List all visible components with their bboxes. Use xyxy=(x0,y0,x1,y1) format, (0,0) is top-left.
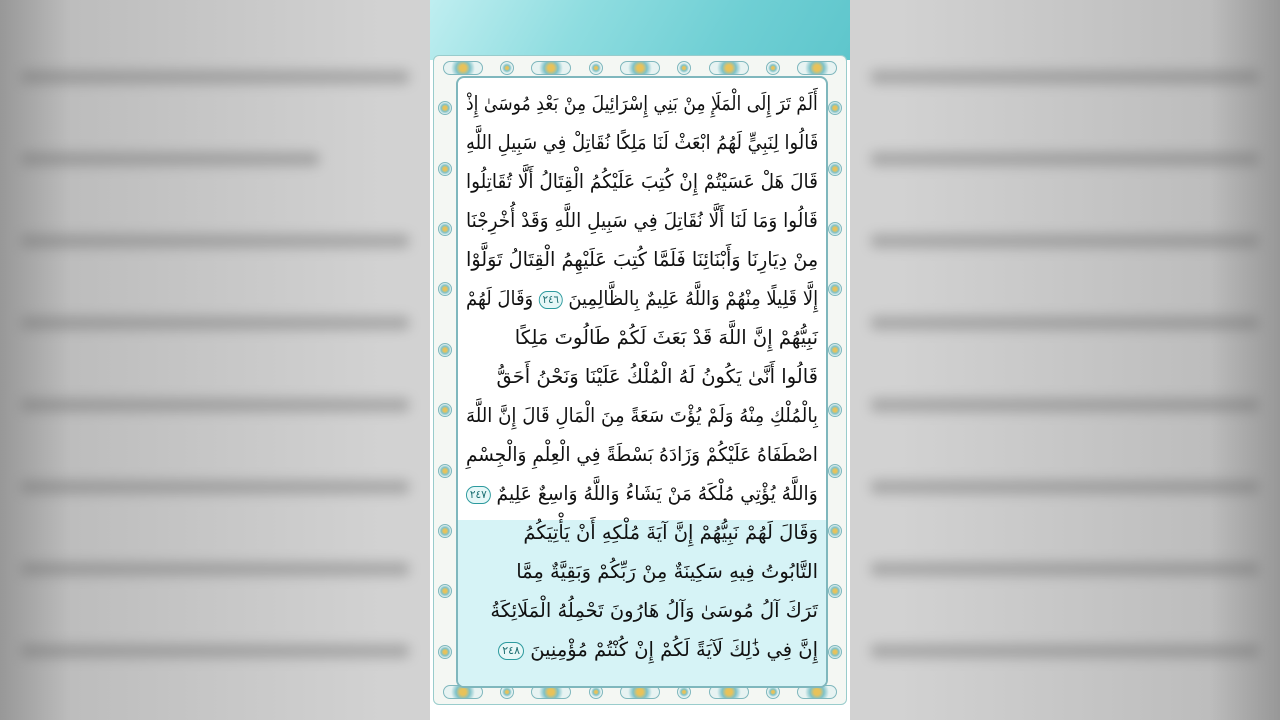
verse-text: قَالُوا أَنَّىٰ يَكُونُ لَهُ الْمُلْكُ عَلَيْنَا وَنَحْنُ أَحَقُّ xyxy=(496,365,818,388)
verse-text: اصْطَفَاهُ عَلَيْكُمْ وَزَادَهُ بَسْطَةً فِي الْعِلْمِ وَالْجِسْمِ xyxy=(466,443,818,466)
blurred-text-band xyxy=(870,562,1260,576)
blurred-text-band xyxy=(20,70,410,84)
text-line xyxy=(466,474,818,513)
verse-text: بِالْمُلْكِ مِنْهُ وَلَمْ يُؤْتَ سَعَةً مِنَ الْمَالِ قَالَ إِنَّ اللَّهَ xyxy=(466,404,818,427)
verse-number-246[interactable]: ٢٤٦ xyxy=(539,291,563,309)
right-shade xyxy=(1210,0,1280,720)
header-gradient xyxy=(430,0,850,60)
text-line xyxy=(466,201,818,240)
verse-text: مِنْ دِيَارِنَا وَأَبْنَائِنَا فَلَمَّا كُتِبَ عَلَيْهِمُ الْقِتَالُ تَوَلَّوْا xyxy=(465,248,818,271)
verse-text: قَالُوا لِنَبِيٍّ لَهُمُ ابْعَثْ لَنَا مَلِكًا نُقَاتِلْ فِي سَبِيلِ اللَّهِ xyxy=(465,131,818,154)
left-shade xyxy=(0,0,70,720)
text-line xyxy=(466,630,818,669)
text-line xyxy=(466,396,818,435)
quran-page-panel xyxy=(430,0,850,720)
verse-text: وَقَالَ لَهُمْ xyxy=(465,287,534,310)
blurred-text-band xyxy=(870,644,1260,658)
right-ornament xyxy=(826,78,844,682)
text-line xyxy=(466,318,818,357)
verse-text: نَبِيُّهُمْ إِنَّ اللَّهَ قَدْ بَعَثَ لَكُمْ طَالُوتَ مَلِكًا xyxy=(514,326,818,349)
verse-number-247[interactable]: ٢٤٧ xyxy=(466,486,491,504)
verse-text: أَلَمْ تَرَ إِلَى الْمَلَإِ مِنْ بَنِي إِسْرَائِيلَ مِنْ بَعْدِ مُوسَىٰ إِذْ xyxy=(466,92,818,115)
verse-text: التَّابُوتُ فِيهِ سَكِينَةٌ مِنْ رَبِّكُمْ وَبَقِيَّةٌ مِمَّا xyxy=(516,560,818,583)
verse-text: تَرَكَ آلُ مُوسَىٰ وَآلُ هَارُونَ تَحْمِلُهُ الْمَلَائِكَةُ xyxy=(490,599,818,622)
verse-text: وَاللَّهُ يُؤْتِي مُلْكَهُ مَنْ يَشَاءُ وَاللَّهُ وَاسِعٌ عَلِيمٌ xyxy=(496,482,818,505)
text-line xyxy=(466,123,818,162)
verse-text: إِلَّا قَلِيلًا مِنْهُمْ وَاللَّهُ عَلِيمٌ بِالظَّالِمِينَ xyxy=(568,287,818,310)
line-group xyxy=(466,279,818,318)
text-line xyxy=(466,279,818,318)
text-line xyxy=(466,591,818,630)
text-line xyxy=(466,162,818,201)
line-group xyxy=(466,474,818,513)
line-group xyxy=(498,630,818,669)
text-line xyxy=(466,552,818,591)
blurred-text-band xyxy=(20,480,410,494)
blurred-text-band xyxy=(20,398,410,412)
verse-text: وَقَالَ لَهُمْ نَبِيُّهُمْ إِنَّ آيَةَ مُلْكِهِ أَنْ يَأْتِيَكُمُ xyxy=(523,521,818,544)
blurred-text-band xyxy=(870,152,1260,166)
top-ornament xyxy=(434,58,846,78)
blurred-text-band xyxy=(870,398,1260,412)
text-line xyxy=(466,84,818,123)
text-line xyxy=(466,357,818,396)
text-line xyxy=(466,240,818,279)
text-line xyxy=(466,435,818,474)
blurred-text-band xyxy=(870,234,1260,248)
blurred-text-band xyxy=(20,562,410,576)
blurred-text-band xyxy=(20,644,410,658)
verse-text: قَالَ هَلْ عَسَيْتُمْ إِنْ كُتِبَ عَلَيْكُمُ الْقِتَالُ أَلَّا تُقَاتِلُوا xyxy=(466,170,818,193)
blurred-text-band xyxy=(870,70,1260,84)
ornamental-frame xyxy=(433,55,847,705)
verse-number-248[interactable]: ٢٤٨ xyxy=(498,642,524,660)
blurred-text-band xyxy=(20,316,410,330)
blurred-text-band xyxy=(870,480,1260,494)
verse-text: إِنَّ فِي ذَٰلِكَ لَآيَةً لَكُمْ إِنْ كُنْتُمْ مُؤْمِنِينَ xyxy=(530,638,818,661)
verse-text: قَالُوا وَمَا لَنَا أَلَّا نُقَاتِلَ فِي سَبِيلِ اللَّهِ وَقَدْ أُخْرِجْنَا xyxy=(466,209,818,232)
blurred-text-band xyxy=(20,234,410,248)
left-ornament xyxy=(436,78,454,682)
page-text-area xyxy=(456,76,828,688)
text-line xyxy=(466,513,818,552)
blurred-text-band xyxy=(870,316,1260,330)
